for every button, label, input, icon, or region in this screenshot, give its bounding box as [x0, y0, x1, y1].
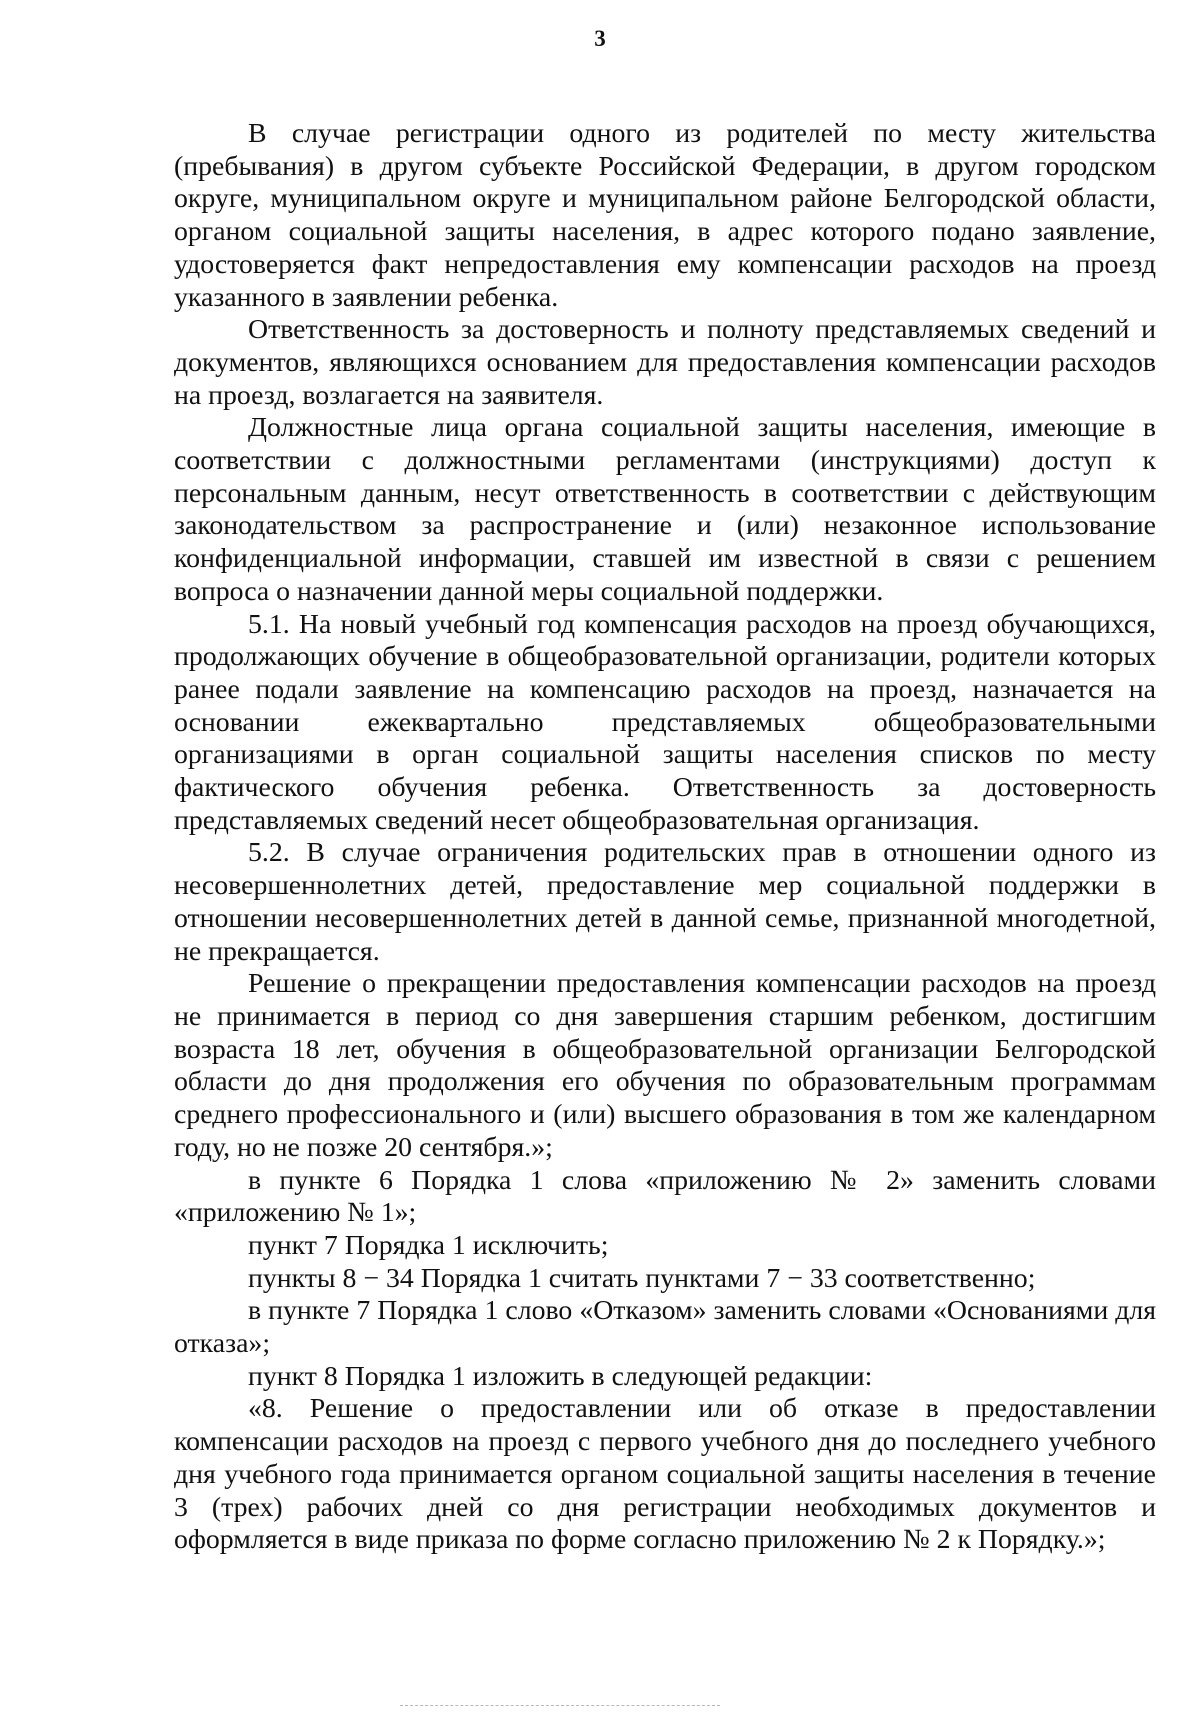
paragraph-applicant-responsibility: Ответственность за достоверность и полноту представляемых сведений и документов, являющихся основанием для предоставления компенсации расходов на проезд, возлагается на заявителя.: [174, 314, 1156, 411]
paragraph-restate-item-8: пункт 8 Порядка 1 изложить в следующей редакции:: [248, 1360, 873, 1392]
scan-artifact-line: [400, 1705, 720, 1706]
paragraph-5-1: 5.1. На новый учебный год компенсация расходов на проезд обучающихся, продолжающих обучение в общеобразовательной организации, родители которых ранее подали заявление на компенсацию расходов на проезд, назначается на основании ежеквартально представляемых общеобразовательными организациями в орган социальной защиты населения списков по месту фактического обучения ребенка. Ответственность за достоверность представляемых сведений несет общеобразовательная организация.: [174, 608, 1156, 836]
page-number: 3: [594, 26, 606, 51]
paragraph-exclude-item-7: пункт 7 Порядка 1 исключить;: [248, 1229, 609, 1261]
document-body: [174, 118, 1156, 1557]
paragraph-5-2: 5.2. В случае ограничения родительских прав в отношении одного из несовершеннолетних детей, предоставление мер социальной поддержки в отношении несовершеннолетних детей в данной семье, признанной многодетной, не прекращается.: [174, 837, 1156, 967]
paragraph-item-8-text: «8. Решение о предоставлении или об отказе в предоставлении компенсации расходов на проезд с первого учебного дня до последнего учебного дня учебного года принимается органом социальной защиты населения в течение 3 (трех) рабочих дней со дня регистрации необходимых документов и оформляется в виде приказа по форме согласно приложению № 2 к Порядку.»;: [174, 1393, 1156, 1556]
paragraph-amend-item-6: в пункте 6 Порядка 1 слова «приложению № 2» заменить словами «приложению № 1»;: [174, 1164, 1156, 1229]
paragraph-termination-decision: Решение о прекращении предоставления компенсации расходов на проезд не принимается в период со дня завершения старшим ребенком, достигшим возраста 18 лет, обучения в общеобразовательной организации Белгородской области до дня продолжения его обучения по образовательным программам среднего профессионального и (или) высшего образования в том же календарном году, но не позже 20 сентября.»;: [174, 968, 1156, 1163]
paragraph-renumber-items: пункты 8 − 34 Порядка 1 считать пунктами 7 − 33 соответственно;: [248, 1262, 1036, 1294]
paragraph-amend-item-7: в пункте 7 Порядка 1 слово «Отказом» заменить словами «Основаниями для отказа»;: [174, 1295, 1156, 1360]
paragraph-officials-responsibility: Должностные лица органа социальной защиты населения, имеющие в соответствии с должностными регламентами (инструкциями) доступ к персональным данным, несут ответственность в соответствии с действующим законодательством за распространение и (или) незаконное использование конфиденциальной информации, ставшей им известной в связи с решением вопроса о назначении данной меры социальной поддержки.: [174, 412, 1156, 607]
paragraph-registration-other-region: В случае регистрации одного из родителей по месту жительства (пребывания) в другом субъекте Российской Федерации, в другом городском округе, муниципальном округе и муниципальном районе Белгородской области, органом социальной защиты населения, в адрес которого подано заявление, удостоверяется факт непредоставления ему компенсации расходов на проезд указанного в заявлении ребенка.: [174, 118, 1156, 313]
